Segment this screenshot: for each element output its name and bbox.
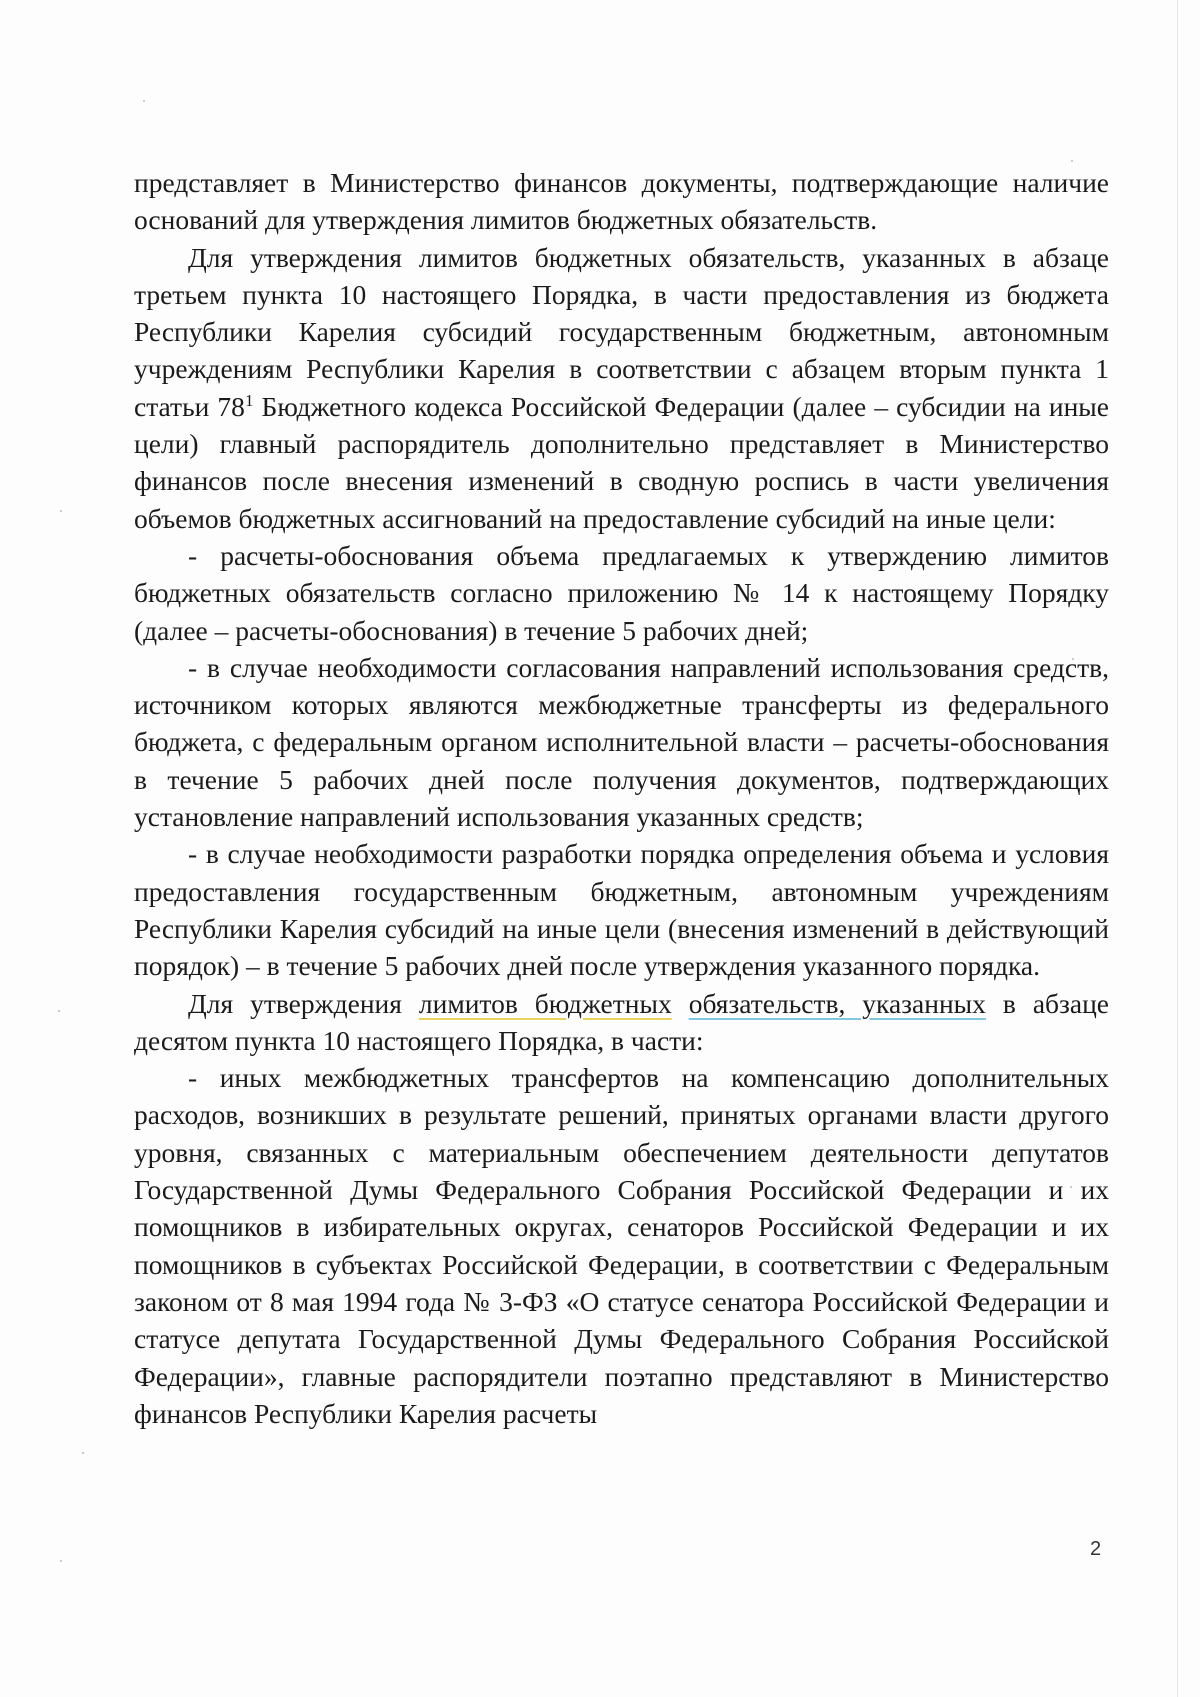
- highlighted-text: лимитов бюджетных: [418, 987, 672, 1019]
- document-body: [134, 164, 1109, 1432]
- superscript: 1: [244, 390, 254, 410]
- paragraph-text: Для утверждения лимитов бюджетных обязательств, указанных в абзаце третьем пункта 10 настоящего Порядка, в части предоставления из бюджета Республики Карелия субсидий государственным бюджетным, автономным учреждениям Республики Карелия в соответствии с абзацем вторым пункта 1 статьи 78: [134, 241, 1109, 422]
- scan-speck: [143, 100, 145, 102]
- paragraph-text-tail: Бюджетного кодекса Российской Федерации (далее – субсидии на иные цели) главный распорядитель дополнительно представляет в Министерство финансов после внесения изменений в сводную роспись в части увеличения объемов бюджетных ассигнований на предоставление субсидий на иные цели:: [134, 390, 1109, 534]
- paragraph-limits-tenth: [134, 985, 1109, 1060]
- scan-speck: [1071, 160, 1073, 162]
- list-item: - в случае необходимости разработки порядка определения объема и условия предоставления государственным бюджетным, автономным учреждениям Республики Карелия субсидий на иные цели (внесения изменений в действующий порядок) – в течение 5 рабочих дней после утверждения указанного порядка.: [134, 838, 1109, 982]
- paragraph-text: Для утверждения: [188, 987, 419, 1019]
- paragraph-continuation: представляет в Министерство финансов документы, подтверждающие наличие оснований для утверждения лимитов бюджетных обязательств.: [134, 167, 1109, 236]
- page-edge-line: [1177, 0, 1178, 1697]
- list-item: - в случае необходимости согласования направлений использования средств, источником которых являются межбюджетные трансферты из федерального бюджета, с федеральным органом исполнительной власти – расчеты-обоснования в течение 5 рабочих дней после получения документов, подтверждающих установление направлений использования указанных средств;: [134, 651, 1109, 833]
- scan-speck: [82, 1452, 84, 1454]
- paragraph-limits-subsidies: [134, 239, 1109, 537]
- page-number: 2: [1090, 1538, 1102, 1560]
- paragraph-text: [672, 988, 689, 1019]
- paragraph-text: в абзаце десятом пункта 10 настоящего Порядка, в части:: [134, 987, 1110, 1056]
- list-item: - расчеты-обоснования объема предлагаемых к утверждению лимитов бюджетных обязательств согласно приложению № 14 к настоящему Порядку (далее – расчеты-обоснования) в течение 5 рабочих дней;: [134, 539, 1109, 646]
- highlighted-text: обязательств, указанных: [688, 987, 986, 1019]
- scan-speck: [58, 1010, 60, 1012]
- scan-speck: [60, 510, 62, 512]
- scan-speck: [60, 1560, 62, 1562]
- list-item: - иных межбюджетных трансфертов на компенсацию дополнительных расходов, возникших в результате решений, принятых органами власти другого уровня, связанных с материальным обеспечением деятельности депутатов Государственной Думы Федерального Собрания Российской Федерации и их помощников в избирательных округах, сенаторов Российской Федерации и их помощников в субъектах Российской Федерации, в соответствии с Федеральным законом от 8 мая 1994 года № 3-ФЗ «О статусе сенатора Российской Федерации и статусе депутата Государственной Думы Федерального Собрания Российской Федерации», главные распорядители поэтапно представляют в Министерство финансов Республики Карелия расчеты: [134, 1062, 1109, 1429]
